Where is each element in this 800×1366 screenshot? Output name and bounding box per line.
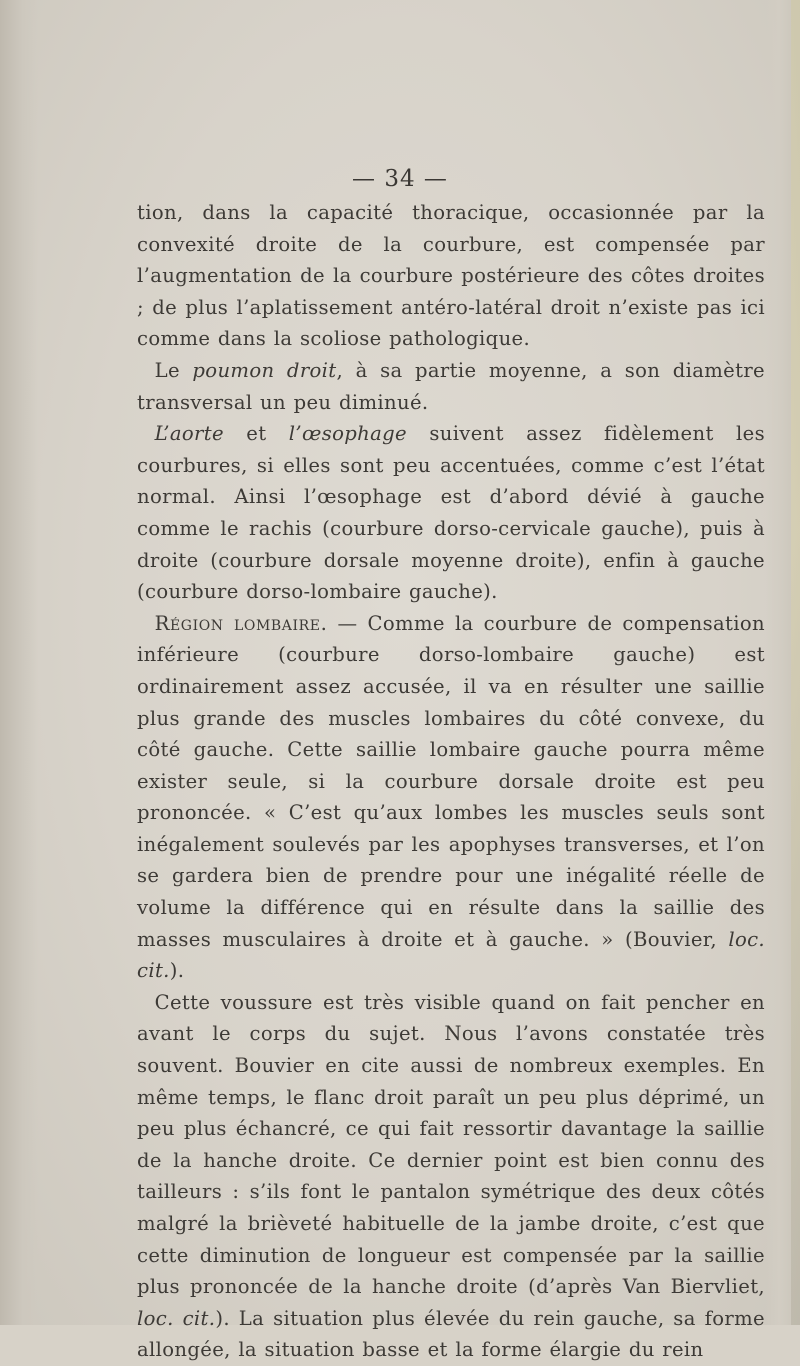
term-aorte: L’aorte	[154, 422, 224, 446]
paragraph-text-end: ). La situation plus élevée du rein gauche, sa forme allongée, la situation basse et la forme élargie du rein	[137, 1306, 765, 1362]
term-oesophage: l’œsophage	[288, 422, 407, 446]
paragraph-rest: , à sa partie moyenne, a son diamètre transversal un peu diminué.	[137, 358, 766, 414]
citation-loc-cit: loc. cit.	[137, 1306, 216, 1330]
page-number: — 34 —	[352, 166, 448, 192]
section-heading-region-lombaire: Région lombaire.	[154, 611, 328, 635]
paragraph-text: Cette voussure est très visible quand on fait pencher en avant le corps du sujet. Nous l’avons constatée très souvent. Bouvier en cite aussi de nombreux exemples. En même temps, le flanc droit paraît un peu plus déprimé, un peu plus échancré, ce qui fait ressortir davantage la saillie de la hanche droite. Ce dernier point est bien connu des tailleurs : s’ils font le pantalon symétrique des deux côtés malgré la brièveté habituelle de la jambe droite, c’est que cette diminution de longueur est compensée par la saillie plus prononcée de la hanche droite (d’après Van Biervliet,	[137, 990, 765, 1299]
paragraph-thorax-continuation: tion, dans la capacité thoracique, occasionnée par la convexité droite de la courbure, est compensée par l’augmentation de la courbure postérieure des côtes droites ; de plus l’aplatissement antéro-latéral droit n’existe pas ici comme dans la scoliose pathologique.	[137, 201, 765, 351]
citation-loc-cit: loc. cit.	[137, 927, 765, 983]
paragraph-poumon	[137, 355, 765, 418]
paragraph-text-end: ).	[169, 959, 185, 983]
paragraph-voussure	[137, 987, 765, 1366]
paragraph-region-lombaire	[137, 608, 765, 987]
paragraph-connector: et	[223, 422, 289, 446]
paragraph-aorte-oesophage	[137, 418, 765, 608]
paragraph-lead: Le	[154, 358, 193, 382]
paragraph-rest: suivent assez fidèlement les courbures, si elles sont peu accentuées, comme c’est l’état normal. Ainsi l’œsophage est d’abord dévié à gauche comme le rachis (courbure dorso-cervicale gauche), puis à droite (courbure dorsale moyenne droite), enfin à gauche (courbure dorso-lombaire gauche).	[137, 422, 765, 604]
body-text	[137, 197, 765, 1366]
paragraph-text: — Comme la courbure de compensation inférieure (courbure dorso-lombaire gauche) est ordinairement assez accusée, il va en résulter une saillie plus grande des muscles lombaires du côté convexe, du côté gauche. Cette saillie lombaire gauche pourra même exister seule, si la courbure dorsale droite est peu prononcée. « C’est qu’aux lombes les muscles seuls sont inégalement soulevés par les apophyses transverses, et l’on se gardera bien de prendre pour une inégalité réelle de volume la différence qui en résulte dans la saillie des masses musculaires à droite et à gauche. » (Bouvier,	[137, 611, 765, 951]
page-shadow-left	[0, 0, 38, 1325]
term-poumon-droit: poumon droit	[192, 358, 337, 382]
page-edge-right	[791, 0, 800, 1325]
